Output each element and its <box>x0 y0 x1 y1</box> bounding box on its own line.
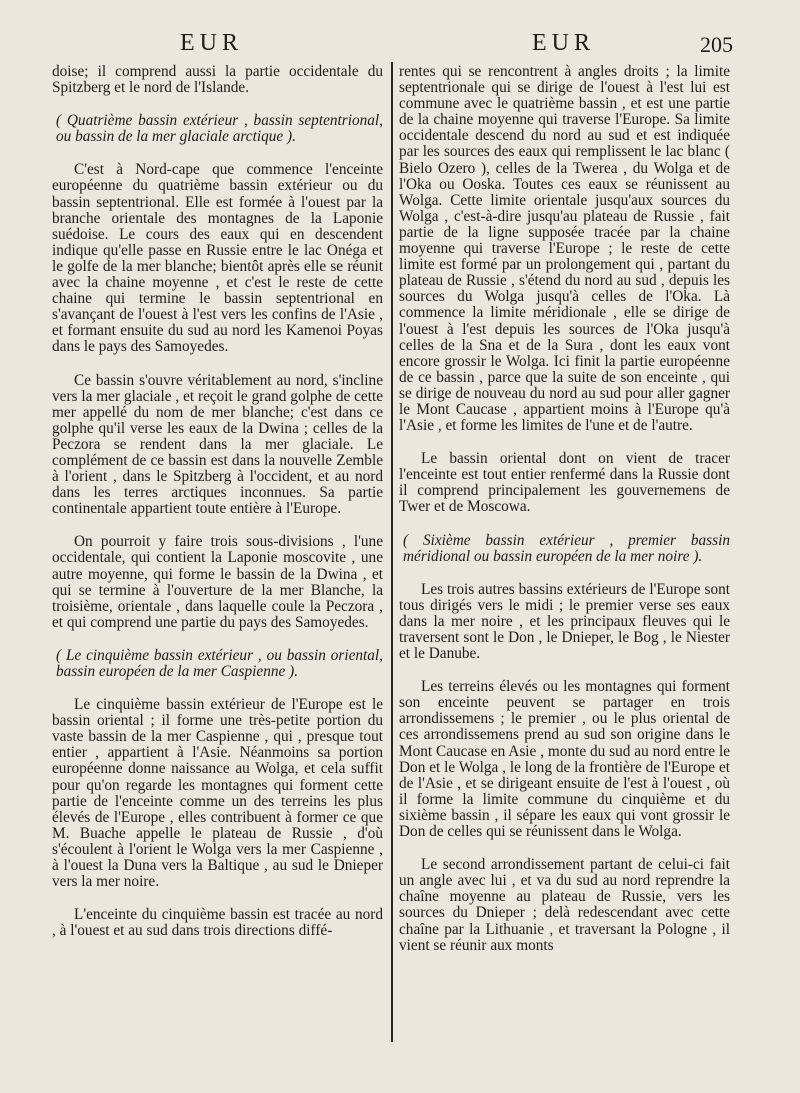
paragraph: Le second arrondissement partant de celui-ci fait un angle avec lui , et va du sud au nord reprendre la chaîne moyenne au plateau de Russie, vers les sources du Dnieper ; delà redescendant avec cette chaîne par la Lithuanie , et traversant la Pologne , il vient se réunir aux monts <box>399 856 730 954</box>
paragraph: rentes qui se rencontrent à angles droits ; la limite septentrionale qui se dirige de l'ouest à l'est lui est commune avec le quatrième bassin , et est une partie de la chaine moyenne qui traverse l'Europe. Sa limite occidentale descend du nord au sud et est indiquée par les sources des eaux qui remplissent le lac blanc ( Bielo Ozero ), celles de la Twerea , du Wolga et de l'Oka ou Ooska. Toutes ces eaux se réunissent au Wolga. Cette limite orientale jusqu'aux sources du Wolga , c'est-à-dire jusqu'au plateau de Russie , fait partie de la ligne supposée tracée par la chaine moyenne qui traverse l'Europe ; le reste de cette limite est formé par un prolongement qui , partant du plateau de Russie , s'étend du nord au sud , depuis les sources du Wolga jusqu'à celles de l'Oka. Là commence la limite méridionale , elle se dirige de l'ouest à l'est depuis les sources de l'Oka jusqu'à celles de la Sna et de la Sura , dont les eaux vont encore grossir le Wolga. Ici finit la partie européenne de ce bassin , parce que la suite de son enceinte , qui se dirige de nouveau du nord au sud pour aller gagner le Mont Caucase , appartient moins à l'Europe qu'à l'Asie , et forme les limites de l'une et de l'autre. <box>399 63 730 435</box>
paragraph: Les terreins élevés ou les montagnes qui forment son enceinte peuvent se partager en trois arrondissemens ; le premier , ou le plus oriental de ces arrondissemens prend au sud son origine dans le Mont Caucase en Asie , monte du sud au nord entre le Don et le Wolga , le long de la frontière de l'Europe et de l'Asie , et se dirigeant ensuite de l'est à l'ouest , où il forme la limite commune du cinquième et du sixième bassin , il sépare les eaux qui vont grossir le Don de celles qui se réunissent dans le Wolga. <box>399 678 730 841</box>
paragraph: C'est à Nord-cape que commence l'enceinte européenne du quatrième bassin extérieur ou du bassin septentrional. Elle est formée à l'ouest par la branche orientale des montagnes de la Laponie suédoise. Le cours des eaux qui en descendent indique qu'elle passe en Russie entre le lac Onéga et le golfe de la mer blanche; bientôt après elle se réunit avec la chaine moyenne , et c'est le reste de cette chaine qui termine le bassin septentrional en s'avançant de l'ouest à l'est vers les confins de l'Asie , et formant ensuite du sud au nord les Kamenoi Poyas dans le pays des Samoyedes. <box>52 161 383 356</box>
paragraph: doise; il comprend aussi la partie occidentale du Spitzberg et le nord de l'Islande. <box>52 63 383 97</box>
header-left: EUR <box>180 30 243 56</box>
right-column <box>399 64 730 954</box>
header-right: EUR <box>532 30 595 56</box>
paragraph: L'enceinte du cinquième bassin est tracée au nord , à l'ouest et au sud dans trois directions diffé- <box>52 906 383 940</box>
page-number: 205 <box>700 32 733 57</box>
paragraph: Le bassin oriental dont on vient de tracer l'enceinte est tout entier renfermé dans la Russie dont il comprend principalement les gouvernemens de Twer et de Moscowa. <box>399 450 730 516</box>
paragraph: On pourroit y faire trois sous-divisions , l'une occidentale, qui contient la Laponie moscovite , une autre moyenne, qui forme le bassin de la Dwina , et qui se termine à l'ouverture de la mer Blanche, la troisième, orientale , dans laquelle coule la Peczora , et qui comprend une partie du pays des Samoyedes. <box>52 533 383 631</box>
section-title: ( Quatrième bassin extérieur , bassin septentrional, ou bassin de la mer glaciale arctique ). <box>56 112 383 146</box>
paragraph: Ce bassin s'ouvre véritablement au nord, s'incline vers la mer glaciale , et reçoit le grand golphe de cette mer appellé du nom de mer blanche; c'est dans ce golphe qu'il verse les eaux de la Dwina ; celles de la Peczora se rendent dans la mer glaciale. Le complément de ce bassin est dans la nouvelle Zemble à l'orient , dans le Spitzberg à l'occident, et au nord dans les terres arctiques inconnues. Sa partie continentale appartient toute entière à l'Europe. <box>52 371 383 518</box>
paragraph: Les trois autres bassins extérieurs de l'Europe sont tous dirigés vers le midi ; le premier verse ses eaux dans la mer noire , et les principaux fleuves qui le traversent sont le Don , le Dnieper, le Bog , le Niester et le Danube. <box>399 580 730 663</box>
running-header <box>0 30 800 58</box>
section-title: ( Sixième bassin extérieur , premier bassin méridional ou bassin européen de la mer noire ). <box>403 531 730 565</box>
column-divider <box>391 62 393 1042</box>
left-column <box>52 64 383 939</box>
section-title: ( Le cinquième bassin extérieur , ou bassin oriental, bassin européen de la mer Caspienne ). <box>56 646 383 680</box>
paragraph: Le cinquième bassin extérieur de l'Europe est le bassin oriental ; il forme une très-petite portion du vaste bassin de la mer Caspienne , qui , presque tout entier , appartient à l'Asie. Néanmoins sa portion européenne donne naissance au Wolga, et cela suffit pour qu'on regarde les montagnes qui forment cette partie de l'enceinte comme un des terreins les plus élevés de l'Europe , elles contribuent à former ce que M. Buache appelle le plateau de Russie , d'où s'écoulent à l'orient le Wolga vers la mer Caspienne , à l'ouest la Duna vers la Baltique , au sud le Dnieper vers la mer noire. <box>52 696 383 891</box>
